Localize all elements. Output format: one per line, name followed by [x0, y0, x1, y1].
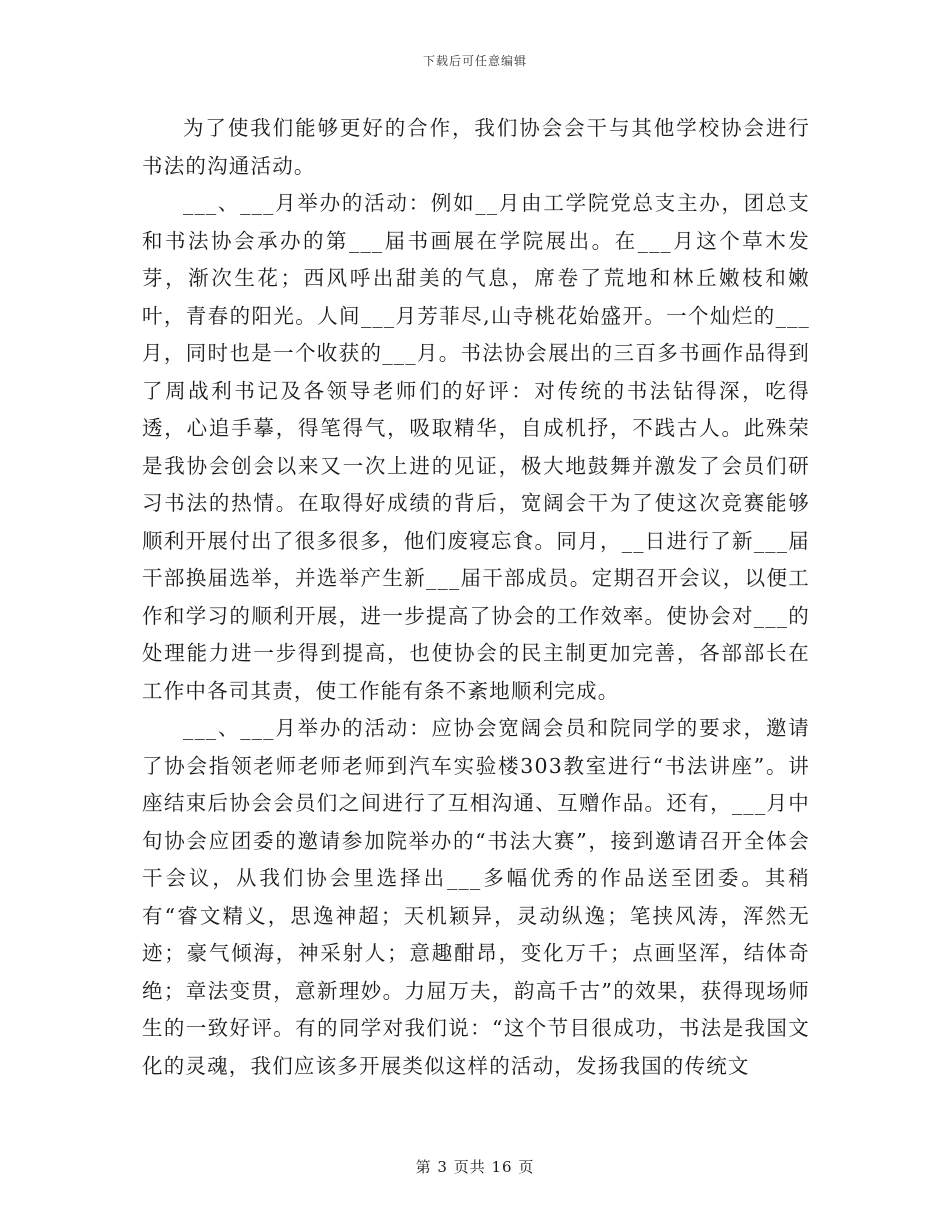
paragraph-activity-2: ___、___月举办的活动：应协会宽阔会员和院同学的要求，邀请了协会指领老师老师老师到汽车实验楼303教室进行“书法讲座”。讲座结束后协会会员们之间进行了互相沟通、互赠作品。还有，___月中旬协会应团委的邀请参加院举办的“书法大赛”，接到邀请召开全体会干会议，从我们协会里选择出___多幅优秀的作品送至团委。其稍有“睿文精义，思逸神超；天机颖异，灵动纵逸；笔挟风涛，浑然无迹；豪气倾海，神采射人；意趣酣昂，变化万千；点画坚浑，结体奇绝；章法变贯，意新理妙。力屈万夫，韵高千古”的效果，获得现场师生的一致好评。有的同学对我们说：“这个节目很成功，书法是我国文化的灵魂，我们应该多开展类似这样的活动，发扬我国的传统文 — [142, 716, 810, 1078]
paragraph-activity-1: ___、___月举办的活动：例如__月由工学院党总支主办，团总支和书法协会承办的第___届书画展在学院展出。在___月这个草木发芽，渐次生花；西风呼出甜美的气息，席卷了荒地和林丘嫩枝和嫩叶，青春的阳光。人间___月芳菲尽,山寺桃花始盛开。一个灿烂的___月，同时也是一个收获的___月。书法协会展出的三百多书画作品得到了周战利书记及各领导老师们的好评：对传统的书法钻得深，吃得透，心追手摹，得笔得气，吸取精华，自成机抒，不践古人。此殊荣是我协会创会以来又一次上进的见证，极大地鼓舞并激发了会员们研习书法的热情。在取得好成绩的背后，宽阔会干为了使这次竞赛能够顺利开展付出了很多很多，他们废寝忘食。同月，__日进行了新___届干部换届选举，并选举产生新___届干部成员。定期召开会议，以便工作和学习的顺利开展，进一步提高了协会的工作效率。使协会对___的处理能力进一步得到提高，也使协会的民主制更加完善，各部部长在工作中各司其责，使工作能有条不紊地顺利完成。 — [142, 191, 810, 703]
document-body — [142, 110, 810, 1085]
page-number: 第 3 页共 16 页 — [415, 1158, 535, 1176]
paragraph-intro: 为了使我们能够更好的合作，我们协会会干与其他学校协会进行书法的沟通活动。 — [142, 116, 810, 178]
page-header-note: 下载后可任意编辑 — [422, 54, 527, 68]
